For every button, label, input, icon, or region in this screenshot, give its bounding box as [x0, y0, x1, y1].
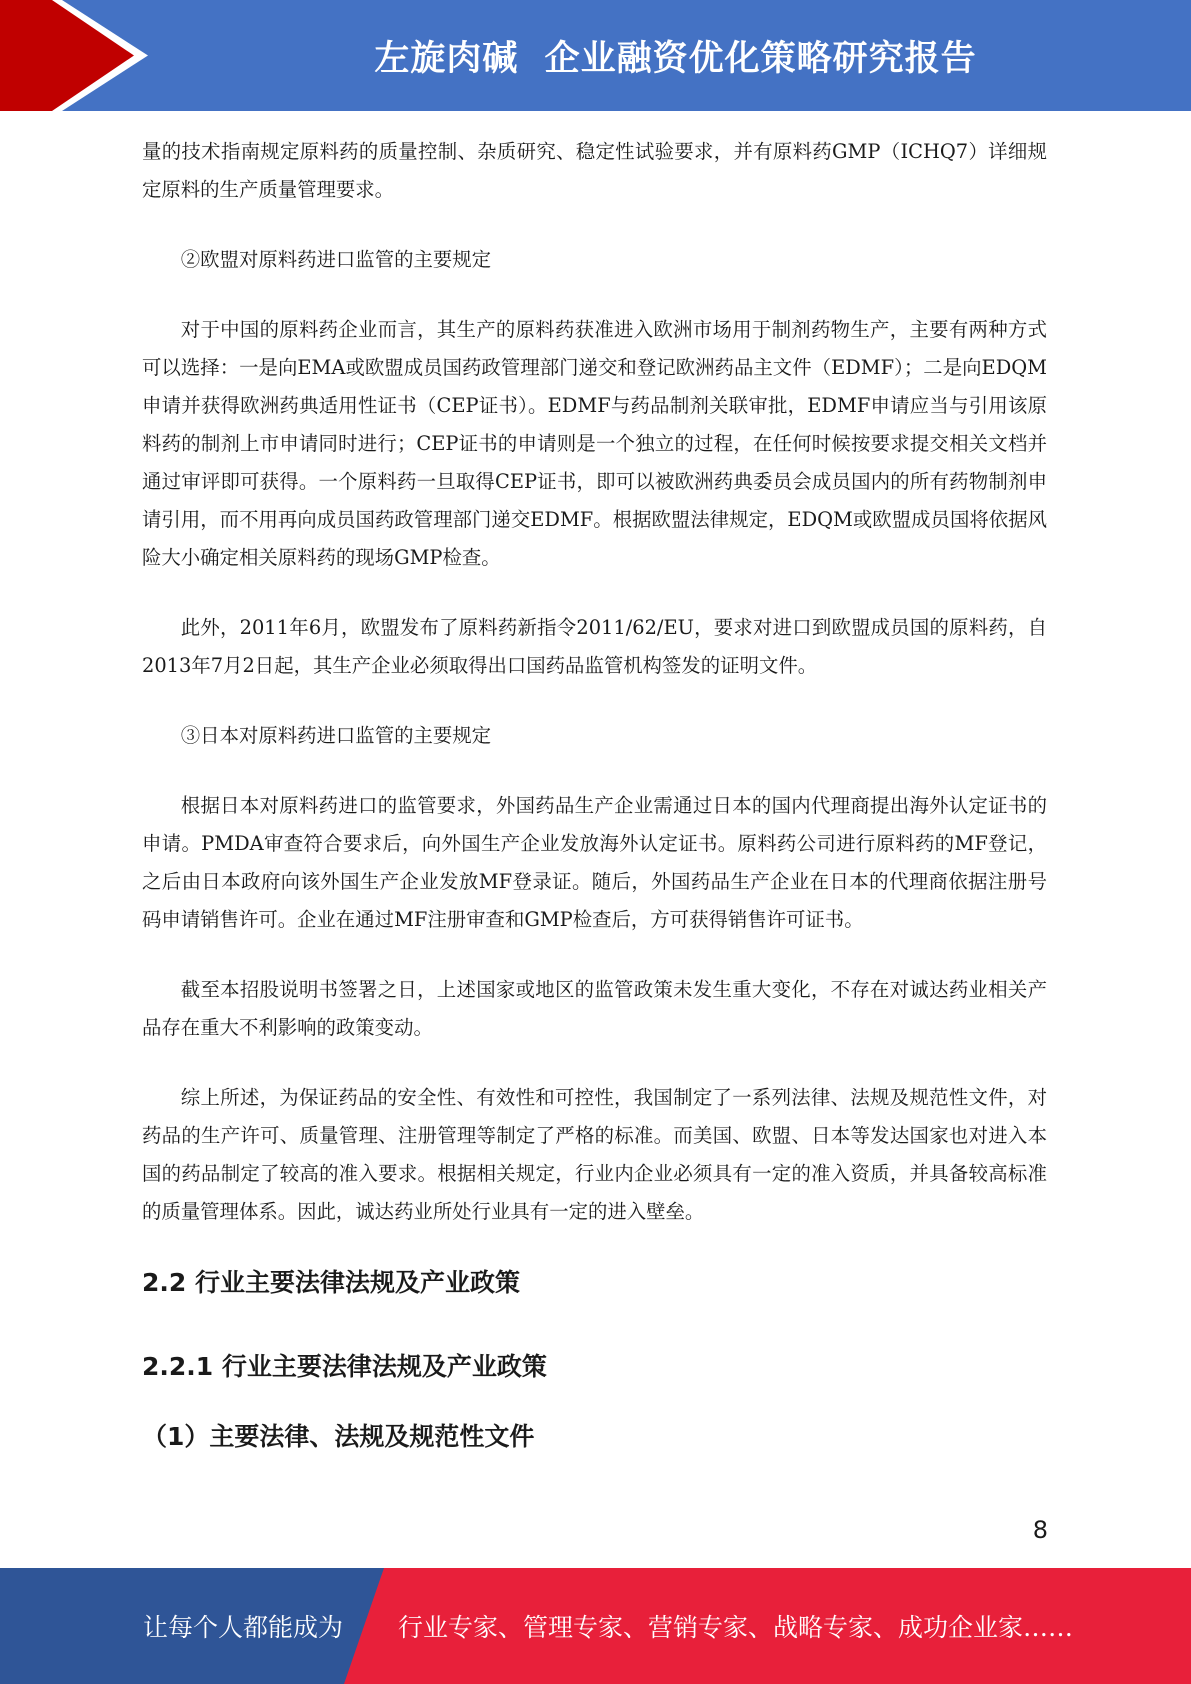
- section-heading-2-2-1: 2.2.1 行业主要法律法规及产业政策: [142, 1352, 547, 1381]
- document-body: [142, 133, 1047, 1457]
- footer-slogan-left: 让每个人都能成为: [143, 1613, 344, 1642]
- subheading-japan: ③日本对原料药进口监管的主要规定: [180, 724, 492, 747]
- paragraph-1: 量的技术指南规定原料药的质量控制、杂质研究、稳定性试验要求，并有原料药GMP（ICHQ7）详细规定原料的生产质量管理要求。: [142, 140, 1047, 201]
- section-heading-2-2: 2.2 行业主要法律法规及产业政策: [142, 1268, 520, 1297]
- header-arrow-icon: [0, 0, 160, 111]
- page-footer: [0, 1568, 1191, 1684]
- section-heading-laws: （1）主要法律、法规及规范性文件: [142, 1422, 535, 1451]
- footer-slogan-right: 行业专家、管理专家、营销专家、战略专家、成功企业家……: [398, 1613, 1074, 1642]
- paragraph-4: 根据日本对原料药进口的监管要求，外国药品生产企业需通过日本的国内代理商提出海外认定证书的申请。PMDA审查符合要求后，向外国生产企业发放海外认定证书。原料药公司进行原料药的MF登记，之后由日本政府向该外国生产企业发放MF登录证。随后，外国药品生产企业在日本的代理商依据注册号码申请销售许可。企业在通过MF注册审查和GMP检查后，方可获得销售许可证书。: [142, 794, 1047, 931]
- header-title: 左旋肉碱 企业融资优化策略研究报告: [374, 38, 977, 79]
- subheading-eu: ②欧盟对原料药进口监管的主要规定: [180, 248, 492, 271]
- page-header: [0, 0, 1191, 111]
- paragraph-5: 截至本招股说明书签署之日，上述国家或地区的监管政策未发生重大变化，不存在对诚达药业相关产品存在重大不利影响的政策变动。: [142, 978, 1047, 1039]
- paragraph-3: 此外，2011年6月，欧盟发布了原料药新指令2011/62/EU，要求对进口到欧盟成员国的原料药，自2013年7月2日起，其生产企业必须取得出口国药品监管机构签发的证明文件。: [142, 616, 1047, 677]
- paragraph-6: 综上所述，为保证药品的安全性、有效性和可控性，我国制定了一系列法律、法规及规范性文件，对药品的生产许可、质量管理、注册管理等制定了严格的标准。而美国、欧盟、日本等发达国家也对进入本国的药品制定了较高的准入要求。根据相关规定，行业内企业必须具有一定的准入资质，并具备较高标准的质量管理体系。因此，诚达药业所处行业具有一定的进入壁垒。: [142, 1086, 1047, 1223]
- paragraph-2: 对于中国的原料药企业而言，其生产的原料药获准进入欧洲市场用于制剂药物生产，主要有两种方式可以选择：一是向EMA或欧盟成员国药政管理部门递交和登记欧洲药品主文件（EDMF）；二是向EDQM申请并获得欧洲药典适用性证书（CEP证书）。EDMF与药品制剂关联审批，EDMF申请应当与引用该原料药的制剂上市申请同时进行；CEP证书的申请则是一个独立的过程，在任何时候按要求提交相关文档并通过审评即可获得。一个原料药一旦取得CEP证书，即可以被欧洲药典委员会成员国内的所有药物制剂申请引用，而不用再向成员国药政管理部门递交EDMF。根据欧盟法律规定，EDQM或欧盟成员国将依据风险大小确定相关原料药的现场GMP检查。: [142, 318, 1047, 569]
- page-number: 8: [1032, 1516, 1048, 1544]
